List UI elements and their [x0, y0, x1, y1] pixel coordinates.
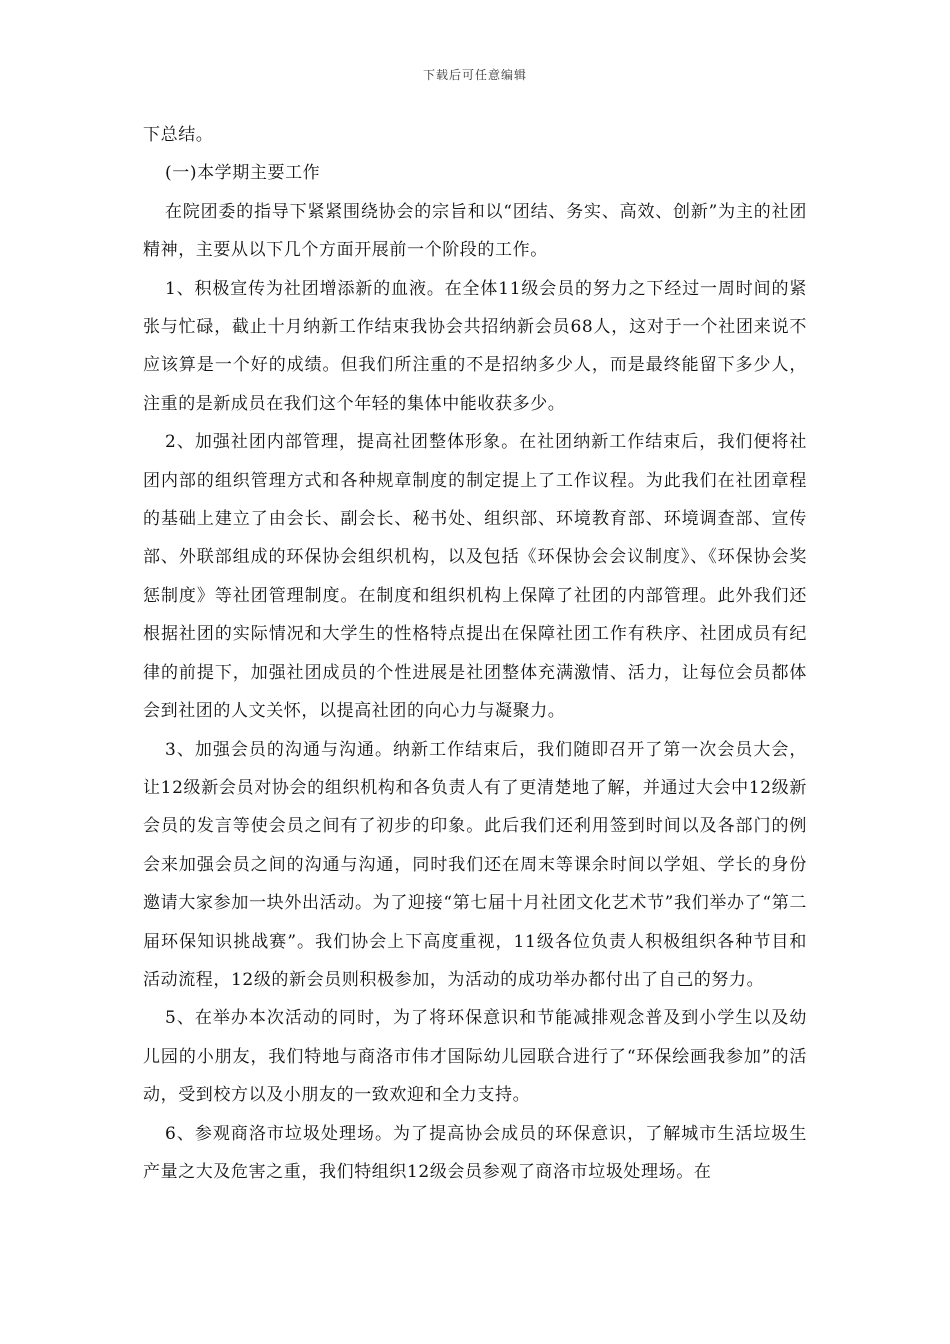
paragraph-item-1: 1、积极宣传为社团增添新的血液。在全体11级会员的努力之下经过一周时间的紧张与忙碌，截止十月纳新工作结束我协会共招纳新会员68人，这对于一个社团来说不应该算是一个好的成绩。但我们所注重的不是招纳多少人，而是最终能留下多少人，注重的是新成员在我们这个年轻的集体中能收获多少。	[143, 278, 807, 414]
paragraph-intro: 在院团委的指导下紧紧围绕协会的宗旨和以“团结、务实、高效、创新”为主的社团精神，主要从以下几个方面开展前一个阶段的工作。	[143, 201, 807, 261]
paragraph-summary-tail: 下总结。	[143, 125, 214, 145]
paragraph-item-3: 3、加强会员的沟通与沟通。纳新工作结束后，我们随即召开了第一次会员大会，让12级新会员对协会的组织机构和各负责人有了更清楚地了解，并通过大会中12级新会员的发言等使会员之间有了初步的印象。此后我们还利用签到时间以及各部门的例会来加强会员之间的沟通与沟通，同时我们还在周末等课余时间以学姐、学长的身份邀请大家参加一块外出活动。为了迎接“第七届十月社团文化艺术节”我们举办了“第二届环保知识挑战赛”。我们协会上下高度重视，11级各位负责人积极组织各种节目和活动流程，12级的新会员则积极参加，为活动的成功举办都付出了自己的努力。	[143, 739, 807, 990]
section-heading-main-work: (一)本学期主要工作	[165, 163, 321, 184]
page-header-note: 下载后可任意编辑	[422, 68, 527, 82]
paragraph-item-5: 5、在举办本次活动的同时，为了将环保意识和节能减排观念普及到小学生以及幼儿园的小朋友，我们特地与商洛市伟才国际幼儿园联合进行了“环保绘画我参加”的活动，受到校方以及小朋友的一致欢迎和全力支持。	[143, 1008, 807, 1106]
paragraph-item-6: 6、参观商洛市垃圾处理场。为了提高协会成员的环保意识，了解城市生活垃圾生产量之大及危害之重，我们特组织12级会员参观了商洛市垃圾处理场。在	[143, 1123, 807, 1182]
document-body	[143, 116, 807, 1191]
paragraph-item-2: 2、加强社团内部管理，提高社团整体形象。在社团纳新工作结束后，我们便将社团内部的组织管理方式和各种规章制度的制定提上了工作议程。为此我们在社团章程的基础上建立了由会长、副会长、秘书处、组织部、环境教育部、环境调查部、宣传部、外联部组成的环保协会组织机构，以及包括《环保协会会议制度》、《环保协会奖惩制度》等社团管理制度。在制度和组织机构上保障了社团的内部管理。此外我们还根据社团的实际情况和大学生的性格特点提出在保障社团工作有秩序、社团成员有纪律的前提下，加强社团成员的个性进展是社团整体充满激情、活力，让每位会员都体会到社团的人文关怀，以提高社团的向心力与凝聚力。	[143, 432, 807, 722]
